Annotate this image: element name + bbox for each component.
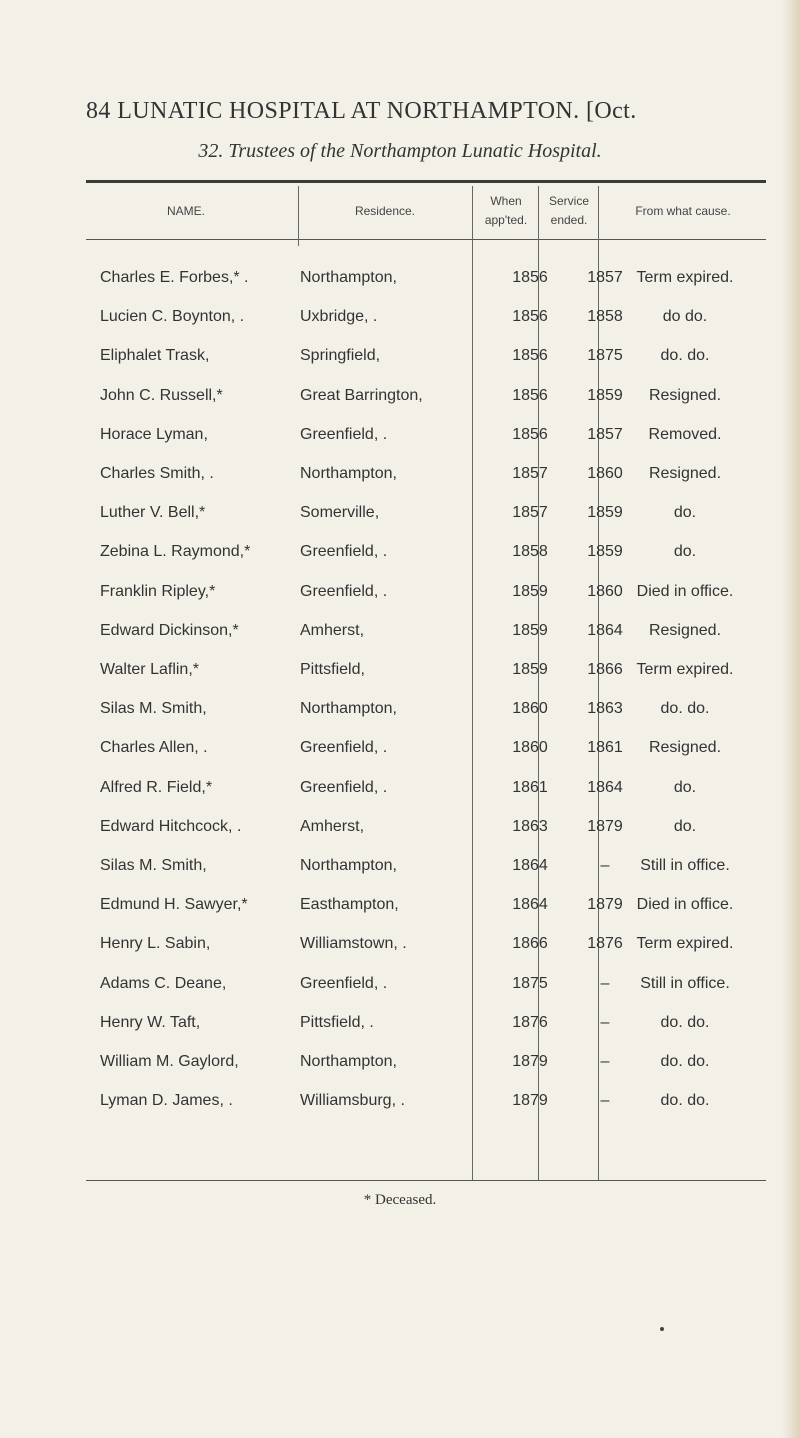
header-service-ended xyxy=(540,190,598,232)
appointed-year-cell: 1863 xyxy=(512,818,548,835)
residence-cell: Greenfield, . xyxy=(300,739,388,756)
cause-cell: do. do. xyxy=(660,347,710,364)
cause-cell: do. xyxy=(673,779,697,796)
cause-cell: Term expired. xyxy=(636,269,734,286)
appointed-year-cell: 1864 xyxy=(512,896,548,913)
table-row xyxy=(86,302,766,332)
table-row xyxy=(86,1086,766,1116)
header-service-ended-line1: Service xyxy=(548,194,589,208)
service-ended-cell: 1863 xyxy=(587,700,623,717)
table-row xyxy=(86,1047,766,1077)
table-row xyxy=(86,381,766,411)
header-cause-label: From what cause. xyxy=(635,203,731,218)
service-ended-cell: – xyxy=(600,975,610,992)
appointed-year-cell: 1875 xyxy=(512,975,548,992)
trustee-name-cell: Silas M. Smith, xyxy=(100,700,207,717)
header-when-appointed-line1: When xyxy=(490,194,522,208)
appointed-year-cell: 1856 xyxy=(512,387,548,404)
table-bottom-rule xyxy=(86,1180,766,1181)
cause-cell: do. do. xyxy=(660,700,710,717)
table-row xyxy=(86,616,766,646)
table-row xyxy=(86,851,766,881)
cause-cell: do. do. xyxy=(660,1092,710,1109)
trustee-name-cell: Franklin Ripley,* xyxy=(100,583,216,600)
cause-cell: do. xyxy=(673,543,697,560)
header-name-label: NAME. xyxy=(166,203,205,218)
appointed-year-cell: 1857 xyxy=(512,465,548,482)
service-ended-cell: 1860 xyxy=(587,583,623,600)
table-row xyxy=(86,929,766,959)
appointed-year-cell: 1879 xyxy=(512,1092,548,1109)
residence-cell: Pittsfield, . xyxy=(300,1014,374,1031)
cause-cell: do do. xyxy=(662,308,708,325)
footnote: * Deceased. xyxy=(363,1192,437,1208)
header-service-ended-line2: ended. xyxy=(550,213,588,227)
appointed-year-cell: 1856 xyxy=(512,426,548,443)
service-ended-cell: 1858 xyxy=(587,308,623,325)
table-row xyxy=(86,263,766,293)
table-row xyxy=(86,420,766,450)
header-residence-label: Residence. xyxy=(354,203,416,218)
service-ended-cell: – xyxy=(600,1014,610,1031)
table-row xyxy=(86,812,766,842)
page-edge-shadow xyxy=(782,0,800,1438)
cause-cell: Resigned. xyxy=(648,739,722,756)
residence-cell: Greenfield, . xyxy=(300,543,388,560)
residence-cell: Northampton, xyxy=(300,465,397,482)
cause-cell: Term expired. xyxy=(636,935,734,952)
table-row xyxy=(86,773,766,803)
appointed-year-cell: 1859 xyxy=(512,661,548,678)
residence-cell: Somerville, xyxy=(300,504,380,521)
column-divider-header-1 xyxy=(298,186,299,246)
cause-cell: do. do. xyxy=(660,1053,710,1070)
appointed-year-cell: 1876 xyxy=(512,1014,548,1031)
residence-cell: Amherst, xyxy=(300,622,365,639)
trustee-name-cell: Edward Dickinson,* xyxy=(100,622,239,639)
residence-cell: Northampton, xyxy=(300,1053,397,1070)
service-ended-cell: 1864 xyxy=(587,779,623,796)
table-row xyxy=(86,459,766,489)
service-ended-cell: 1860 xyxy=(587,465,623,482)
residence-cell: Greenfield, . xyxy=(300,975,388,992)
table-row xyxy=(86,577,766,607)
header-name xyxy=(86,190,286,232)
residence-cell: Williamsburg, . xyxy=(300,1092,405,1109)
appointed-year-cell: 1860 xyxy=(512,739,548,756)
appointed-year-cell: 1879 xyxy=(512,1053,548,1070)
trustee-name-cell: Henry W. Taft, xyxy=(100,1014,201,1031)
table-header-rule xyxy=(86,239,766,240)
trustee-name-cell: Henry L. Sabin, xyxy=(100,935,211,952)
service-ended-cell: 1879 xyxy=(587,896,623,913)
table-row xyxy=(86,694,766,724)
cause-cell: Term expired. xyxy=(636,661,734,678)
residence-cell: Northampton, xyxy=(300,857,397,874)
appointed-year-cell: 1856 xyxy=(512,269,548,286)
residence-cell: Springfield, xyxy=(300,347,381,364)
header-when-appointed-line2: app'ted. xyxy=(484,213,528,227)
appointed-year-cell: 1856 xyxy=(512,308,548,325)
service-ended-cell: – xyxy=(600,1053,610,1070)
trustee-name-cell: Walter Laflin,* xyxy=(100,661,199,678)
table-row xyxy=(86,1008,766,1038)
cause-cell: do. xyxy=(673,504,697,521)
trustee-name-cell: Alfred R. Field,* xyxy=(100,779,213,796)
service-ended-cell: 1864 xyxy=(587,622,623,639)
cause-cell: Resigned. xyxy=(648,465,722,482)
appointed-year-cell: 1856 xyxy=(512,347,548,364)
service-ended-cell: – xyxy=(600,1092,610,1109)
table-row xyxy=(86,341,766,371)
trustee-name-cell: Lyman D. James, . xyxy=(100,1092,233,1109)
residence-cell: Amherst, xyxy=(300,818,365,835)
paper-speck xyxy=(660,1327,664,1331)
running-head: 84 LUNATIC HOSPITAL AT NORTHAMPTON. [Oct. xyxy=(86,98,637,124)
service-ended-cell: 1857 xyxy=(587,269,623,286)
residence-cell: Uxbridge, . xyxy=(300,308,378,325)
trustee-name-cell: Zebina L. Raymond,* xyxy=(100,543,251,560)
cause-cell: Died in office. xyxy=(636,583,734,600)
cause-cell: Removed. xyxy=(648,426,722,443)
residence-cell: Williamstown, . xyxy=(300,935,407,952)
trustee-name-cell: Lucien C. Boynton, . xyxy=(100,308,245,325)
residence-cell: Greenfield, . xyxy=(300,583,388,600)
cause-cell: Still in office. xyxy=(640,857,730,874)
table-row xyxy=(86,537,766,567)
residence-cell: Pittsfield, xyxy=(300,661,365,678)
trustee-name-cell: Charles E. Forbes,* . xyxy=(100,269,249,286)
table-title: 32. Trustees of the Northampton Lunatic Hospital. xyxy=(198,140,602,162)
trustee-name-cell: Luther V. Bell,* xyxy=(100,504,206,521)
trustee-name-cell: Adams C. Deane, xyxy=(100,975,227,992)
trustee-name-cell: Edmund H. Sawyer,* xyxy=(100,896,248,913)
appointed-year-cell: 1858 xyxy=(512,543,548,560)
table-row xyxy=(86,655,766,685)
trustee-name-cell: Edward Hitchcock, . xyxy=(100,818,242,835)
cause-cell: Resigned. xyxy=(648,387,722,404)
cause-cell: Died in office. xyxy=(636,896,734,913)
appointed-year-cell: 1866 xyxy=(512,935,548,952)
trustee-name-cell: Charles Allen, . xyxy=(100,739,208,756)
service-ended-cell: 1876 xyxy=(587,935,623,952)
trustee-name-cell: Horace Lyman, xyxy=(100,426,208,443)
trustee-name-cell: Charles Smith, . xyxy=(100,465,214,482)
table-row xyxy=(86,969,766,999)
service-ended-cell: 1859 xyxy=(587,504,623,521)
table-row xyxy=(86,733,766,763)
service-ended-cell: – xyxy=(600,857,610,874)
service-ended-cell: 1859 xyxy=(587,543,623,560)
residence-cell: Greenfield, . xyxy=(300,779,388,796)
residence-cell: Northampton, xyxy=(300,700,397,717)
appointed-year-cell: 1859 xyxy=(512,583,548,600)
appointed-year-cell: 1861 xyxy=(512,779,548,796)
residence-cell: Northampton, xyxy=(300,269,397,286)
appointed-year-cell: 1859 xyxy=(512,622,548,639)
appointed-year-cell: 1860 xyxy=(512,700,548,717)
table-top-rule xyxy=(86,180,766,183)
cause-cell: Still in office. xyxy=(640,975,730,992)
trustee-name-cell: John C. Russell,* xyxy=(100,387,223,404)
residence-cell: Great Barrington, xyxy=(300,387,423,404)
service-ended-cell: 1861 xyxy=(587,739,623,756)
appointed-year-cell: 1857 xyxy=(512,504,548,521)
service-ended-cell: 1859 xyxy=(587,387,623,404)
header-cause xyxy=(600,190,766,232)
table-row xyxy=(86,890,766,920)
residence-cell: Greenfield, . xyxy=(300,426,388,443)
trustee-name-cell: Eliphalet Trask, xyxy=(100,347,210,364)
residence-cell: Easthampton, xyxy=(300,896,399,913)
trustee-name-cell: Silas M. Smith, xyxy=(100,857,207,874)
cause-cell: Resigned. xyxy=(648,622,722,639)
service-ended-cell: 1857 xyxy=(587,426,623,443)
table-row xyxy=(86,498,766,528)
trustee-name-cell: William M. Gaylord, xyxy=(100,1053,239,1070)
service-ended-cell: 1879 xyxy=(587,818,623,835)
appointed-year-cell: 1864 xyxy=(512,857,548,874)
cause-cell: do. xyxy=(673,818,697,835)
header-when-appointed xyxy=(474,190,538,232)
cause-cell: do. do. xyxy=(660,1014,710,1031)
service-ended-cell: 1875 xyxy=(587,347,623,364)
header-residence xyxy=(300,190,470,232)
service-ended-cell: 1866 xyxy=(587,661,623,678)
